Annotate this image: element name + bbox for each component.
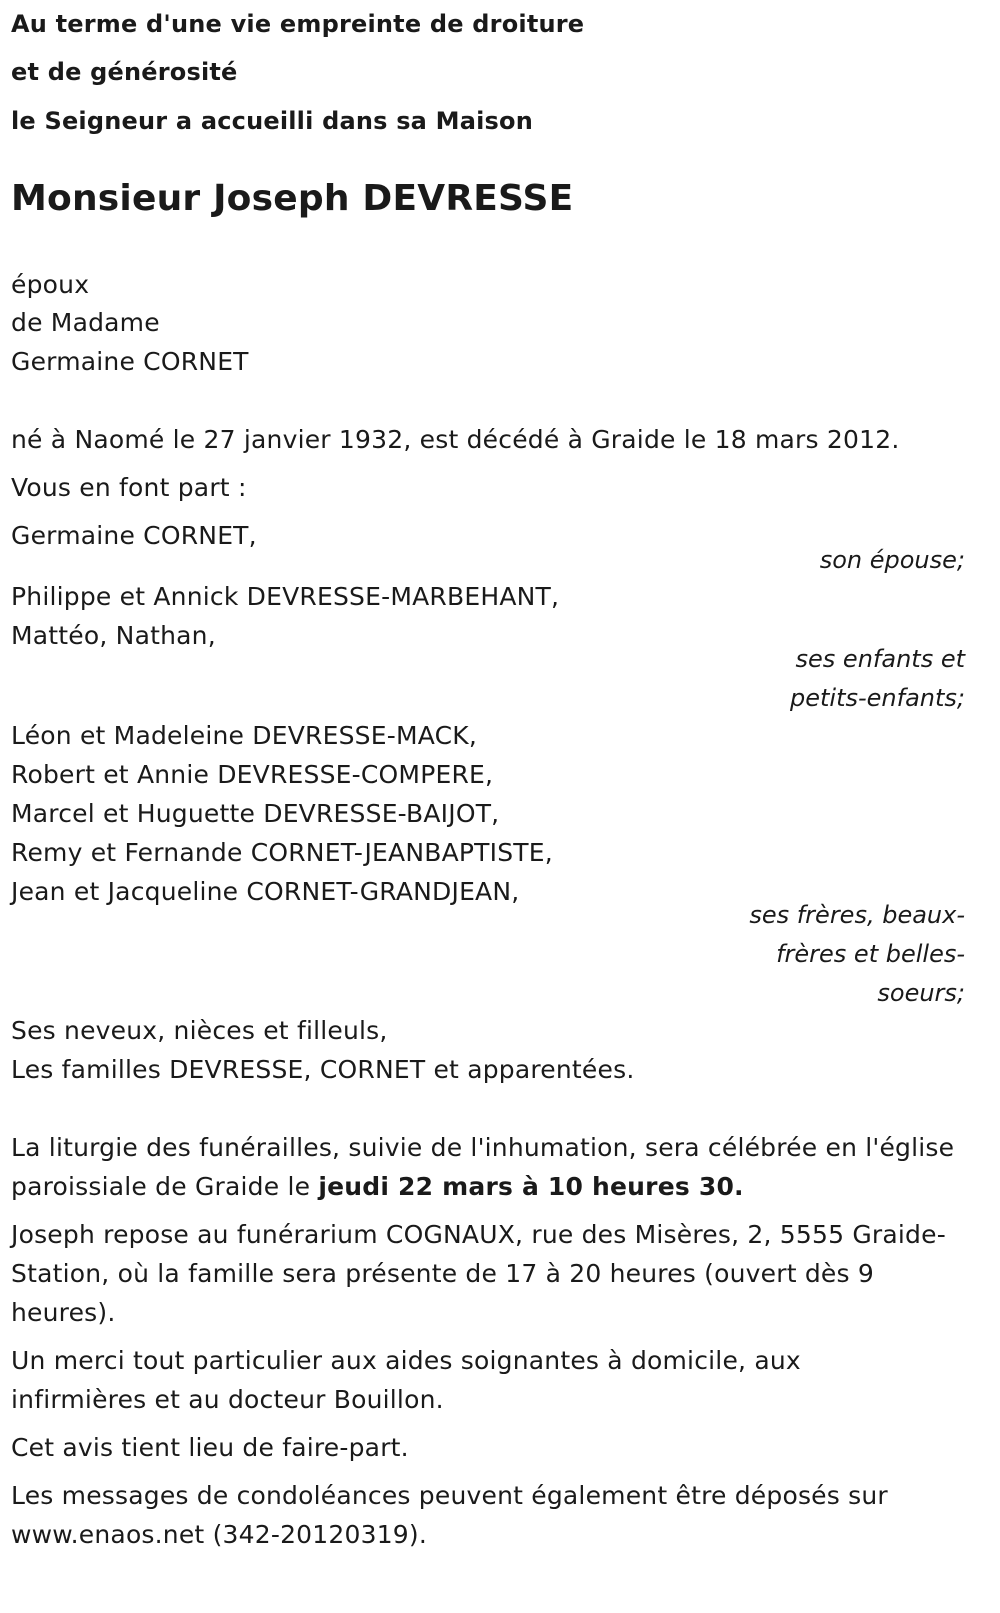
family-name: Jean et Jacqueline CORNET-GRANDJEAN,	[11, 877, 520, 906]
repose-line-3: heures).	[11, 1298, 116, 1327]
funeral-line-1: La liturgie des funérailles, suivie de l'inhumation, sera célébrée en l'église	[11, 1133, 955, 1162]
intro-line-3: le Seigneur a accueilli dans sa Maison	[11, 107, 533, 135]
family-relation: frères et belles-	[776, 940, 965, 968]
family-name: Marcel et Huguette DEVRESSE-BAIJOT,	[11, 799, 500, 828]
condolences-line-2: www.enaos.net (342-20120319).	[11, 1520, 428, 1549]
spouse-line-3: Germaine CORNET	[11, 347, 249, 376]
family-name: Les familles DEVRESSE, CORNET et apparentées.	[11, 1055, 635, 1084]
family-relation: soeurs;	[877, 979, 965, 1007]
family-name: Ses neveux, nièces et filleuls,	[11, 1016, 388, 1045]
spouse-line-1: époux	[11, 270, 90, 299]
family-name: Philippe et Annick DEVRESSE-MARBEHANT,	[11, 582, 560, 611]
spouse-line-2: de Madame	[11, 308, 160, 337]
thanks-line-2: infirmières et au docteur Bouillon.	[11, 1385, 444, 1414]
funeral-text: paroissiale de Graide le	[11, 1172, 319, 1201]
family-relation: petits-enfants;	[790, 684, 965, 712]
funeral-line-2	[11, 1172, 744, 1202]
family-name: Germaine CORNET,	[11, 521, 257, 550]
notice: Cet avis tient lieu de faire-part.	[11, 1433, 409, 1462]
birth-death: né à Naomé le 27 janvier 1932, est décédé à Graide le 18 mars 2012.	[11, 425, 900, 454]
thanks-line-1: Un merci tout particulier aux aides soignantes à domicile, aux	[11, 1346, 801, 1375]
family-relation: ses frères, beaux-	[749, 901, 965, 929]
family-name: Mattéo, Nathan,	[11, 621, 216, 650]
family-name: Léon et Madeleine DEVRESSE-MACK,	[11, 721, 477, 750]
intro-line-2: et de générosité	[11, 58, 238, 86]
announce: Vous en font part :	[11, 473, 247, 502]
repose-line-2: Station, où la famille sera présente de 17 à 20 heures (ouvert dès 9	[11, 1259, 874, 1288]
family-name: Robert et Annie DEVRESSE-COMPERE,	[11, 760, 494, 789]
repose-line-1: Joseph repose au funérarium COGNAUX, rue des Misères, 2, 5555 Graide-	[11, 1220, 946, 1249]
condolences-line-1: Les messages de condoléances peuvent également être déposés sur	[11, 1481, 888, 1510]
family-name: Remy et Fernande CORNET-JEANBAPTISTE,	[11, 838, 553, 867]
intro-line-1: Au terme d'une vie empreinte de droiture	[11, 10, 585, 38]
family-relation: ses enfants et	[795, 645, 965, 673]
funeral-date: jeudi 22 mars à 10 heures 30.	[318, 1172, 744, 1201]
deceased-name: Monsieur Joseph DEVRESSE	[11, 178, 574, 219]
family-relation: son épouse;	[819, 546, 965, 574]
